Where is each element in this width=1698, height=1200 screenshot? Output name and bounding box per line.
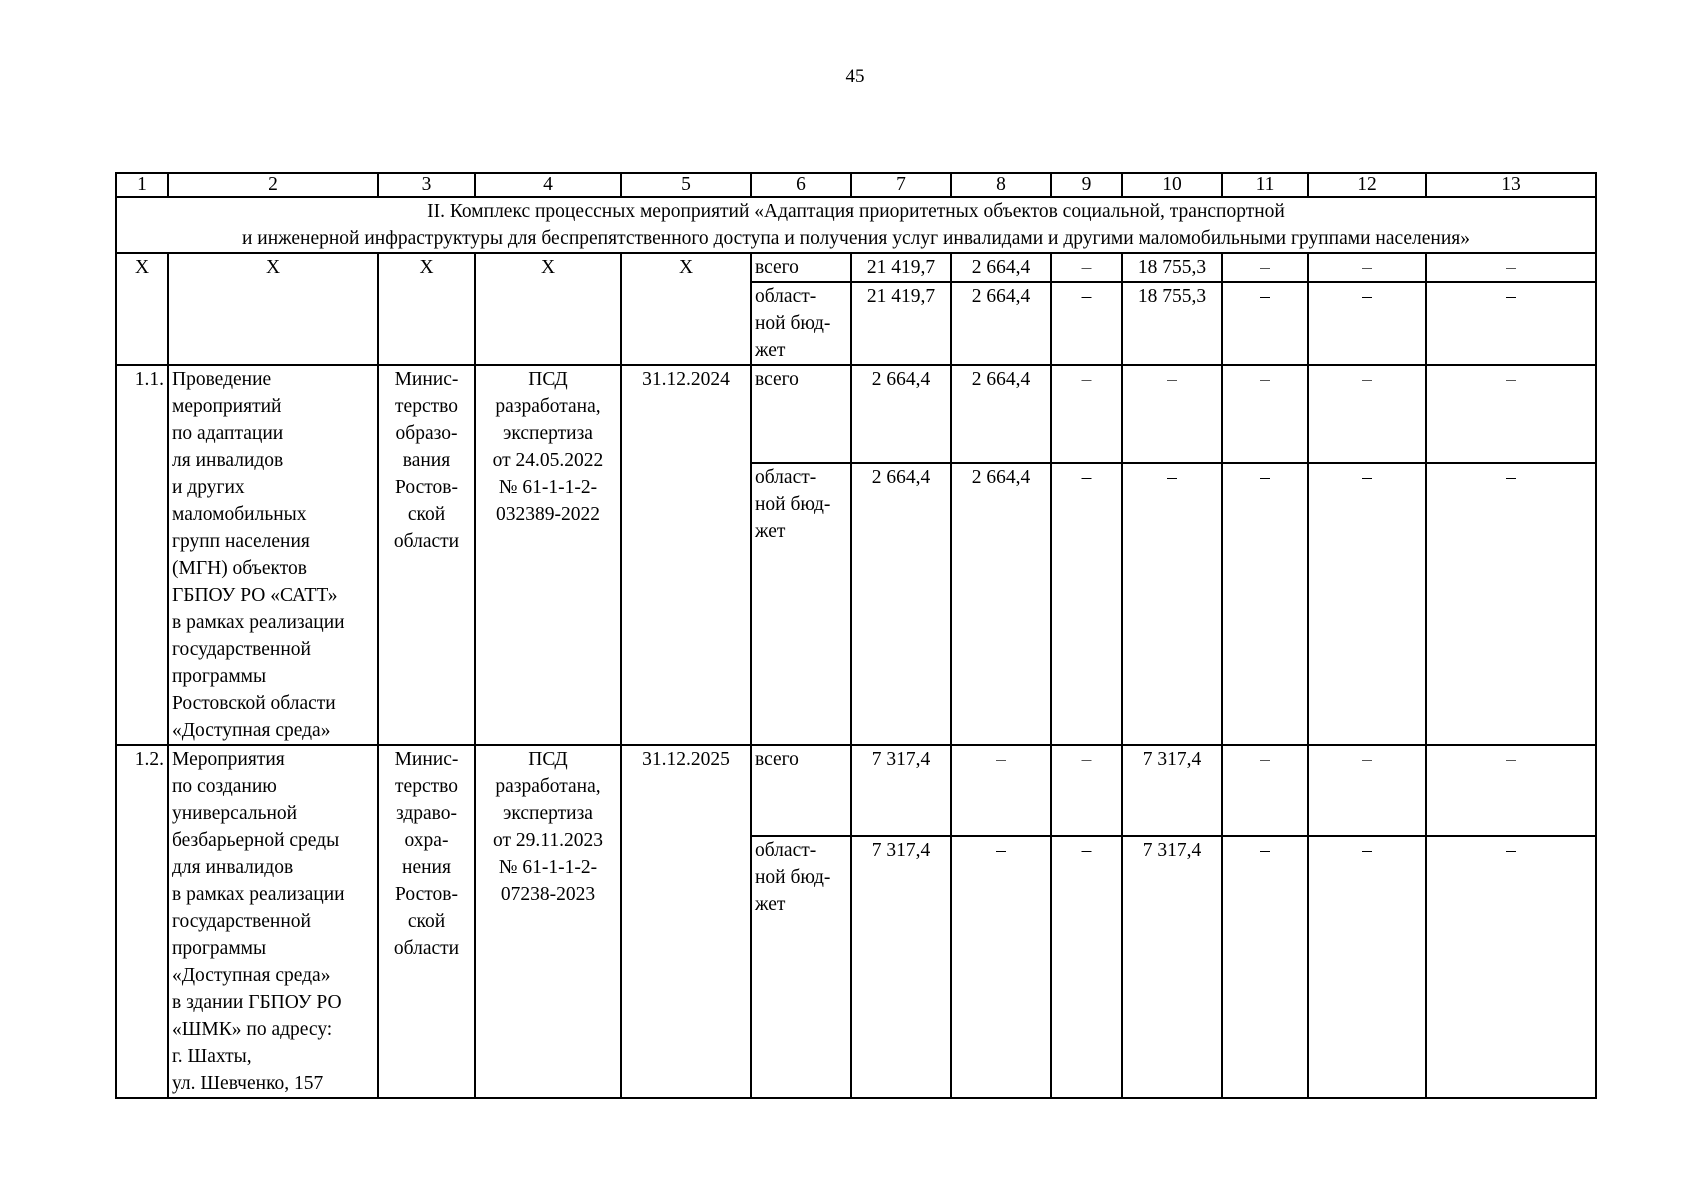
amount-cell: – bbox=[1222, 463, 1308, 745]
amount-cell: 7 317,4 bbox=[851, 745, 951, 836]
amount-cell: 2 664,4 bbox=[951, 253, 1051, 282]
amount-cell: 7 317,4 bbox=[851, 836, 951, 1098]
amount-cell: 2 664,4 bbox=[851, 365, 951, 463]
summary-cell: Х bbox=[378, 253, 475, 365]
summary-cell: Х bbox=[116, 253, 168, 365]
amount-cell: 21 419,7 bbox=[851, 282, 951, 365]
amount-cell: – bbox=[1222, 745, 1308, 836]
measure-name: Проведение мероприятий по адаптации ля инвалидов и других маломобильных групп населения (МГН) объектов ГБПОУ РО «САТТ» в рамках реализации государственной программы Ростовской области «Доступная среда» bbox=[168, 365, 378, 745]
measure-number: 1.1. bbox=[116, 365, 168, 745]
amount-cell: – bbox=[1122, 463, 1222, 745]
measure-date: 31.12.2025 bbox=[621, 745, 751, 1098]
funding-source: област- ной бюд- жет bbox=[751, 282, 851, 365]
column-number: 6 bbox=[751, 173, 851, 197]
funding-source: всего bbox=[751, 253, 851, 282]
amount-cell: 18 755,3 bbox=[1122, 282, 1222, 365]
amount-cell: 2 664,4 bbox=[951, 365, 1051, 463]
amount-cell: 7 317,4 bbox=[1122, 836, 1222, 1098]
amount-cell: 7 317,4 bbox=[1122, 745, 1222, 836]
amount-cell: – bbox=[1426, 463, 1596, 745]
amount-cell: – bbox=[1426, 365, 1596, 463]
column-number: 3 bbox=[378, 173, 475, 197]
column-number-row bbox=[116, 173, 1596, 197]
section-title: II. Комплекс процессных мероприятий «Адаптация приоритетных объектов социальной, транспортной и инженерной инфраструктуры для беспрепятственного доступа и получения услуг инвалидами и другими маломобильными группами населения» bbox=[116, 197, 1596, 253]
amount-cell: – bbox=[1426, 282, 1596, 365]
amount-cell: – bbox=[1308, 253, 1426, 282]
program-measures-table bbox=[115, 172, 1597, 1099]
table-row bbox=[116, 745, 1596, 836]
column-number: 4 bbox=[475, 173, 621, 197]
amount-cell: 18 755,3 bbox=[1122, 253, 1222, 282]
column-number: 2 bbox=[168, 173, 378, 197]
column-number: 7 bbox=[851, 173, 951, 197]
amount-cell: – bbox=[951, 836, 1051, 1098]
amount-cell: – bbox=[1308, 463, 1426, 745]
summary-cell: Х bbox=[475, 253, 621, 365]
section-title-row bbox=[116, 197, 1596, 253]
funding-source: всего bbox=[751, 745, 851, 836]
funding-source: област- ной бюд- жет bbox=[751, 836, 851, 1098]
column-number: 11 bbox=[1222, 173, 1308, 197]
amount-cell: – bbox=[1426, 253, 1596, 282]
amount-cell: – bbox=[1308, 282, 1426, 365]
amount-cell: – bbox=[1051, 365, 1122, 463]
amount-cell: – bbox=[1222, 282, 1308, 365]
amount-cell: – bbox=[1426, 836, 1596, 1098]
column-number: 12 bbox=[1308, 173, 1426, 197]
amount-cell: – bbox=[1051, 836, 1122, 1098]
amount-cell: – bbox=[1051, 253, 1122, 282]
measure-status: ПСД разработана, экспертиза от 29.11.2023 № 61-1-1-2- 07238-2023 bbox=[475, 745, 621, 1098]
measure-date: 31.12.2024 bbox=[621, 365, 751, 745]
amount-cell: – bbox=[1308, 745, 1426, 836]
table-row bbox=[116, 365, 1596, 463]
amount-cell: – bbox=[1051, 745, 1122, 836]
measure-executor: Минис- терство здраво- охра- нения Ростов- ской области bbox=[378, 745, 475, 1098]
amount-cell: – bbox=[1222, 836, 1308, 1098]
summary-cell: Х bbox=[168, 253, 378, 365]
amount-cell: 2 664,4 bbox=[951, 282, 1051, 365]
column-number: 10 bbox=[1122, 173, 1222, 197]
amount-cell: – bbox=[1222, 253, 1308, 282]
table-row bbox=[116, 253, 1596, 282]
summary-cell: Х bbox=[621, 253, 751, 365]
measure-status: ПСД разработана, экспертиза от 24.05.2022 № 61-1-1-2- 032389-2022 bbox=[475, 365, 621, 745]
measure-executor: Минис- терство образо- вания Ростов- ской области bbox=[378, 365, 475, 745]
amount-cell: – bbox=[1051, 463, 1122, 745]
column-number: 9 bbox=[1051, 173, 1122, 197]
funding-source: област- ной бюд- жет bbox=[751, 463, 851, 745]
column-number: 8 bbox=[951, 173, 1051, 197]
column-number: 5 bbox=[621, 173, 751, 197]
amount-cell: 2 664,4 bbox=[951, 463, 1051, 745]
amount-cell: 21 419,7 bbox=[851, 253, 951, 282]
amount-cell: 2 664,4 bbox=[851, 463, 951, 745]
measure-number: 1.2. bbox=[116, 745, 168, 1098]
column-number: 13 bbox=[1426, 173, 1596, 197]
amount-cell: – bbox=[1308, 365, 1426, 463]
amount-cell: – bbox=[1308, 836, 1426, 1098]
amount-cell: – bbox=[1222, 365, 1308, 463]
amount-cell: – bbox=[1426, 745, 1596, 836]
amount-cell: – bbox=[951, 745, 1051, 836]
funding-source: всего bbox=[751, 365, 851, 463]
measure-name: Мероприятия по созданию универсальной безбарьерной среды для инвалидов в рамках реализации государственной программы «Доступная среда» в здании ГБПОУ РО «ШМК» по адресу: г. Шахты, ул. Шевченко, 157 bbox=[168, 745, 378, 1098]
page-number: 45 bbox=[845, 66, 865, 87]
amount-cell: – bbox=[1051, 282, 1122, 365]
column-number: 1 bbox=[116, 173, 168, 197]
amount-cell: – bbox=[1122, 365, 1222, 463]
